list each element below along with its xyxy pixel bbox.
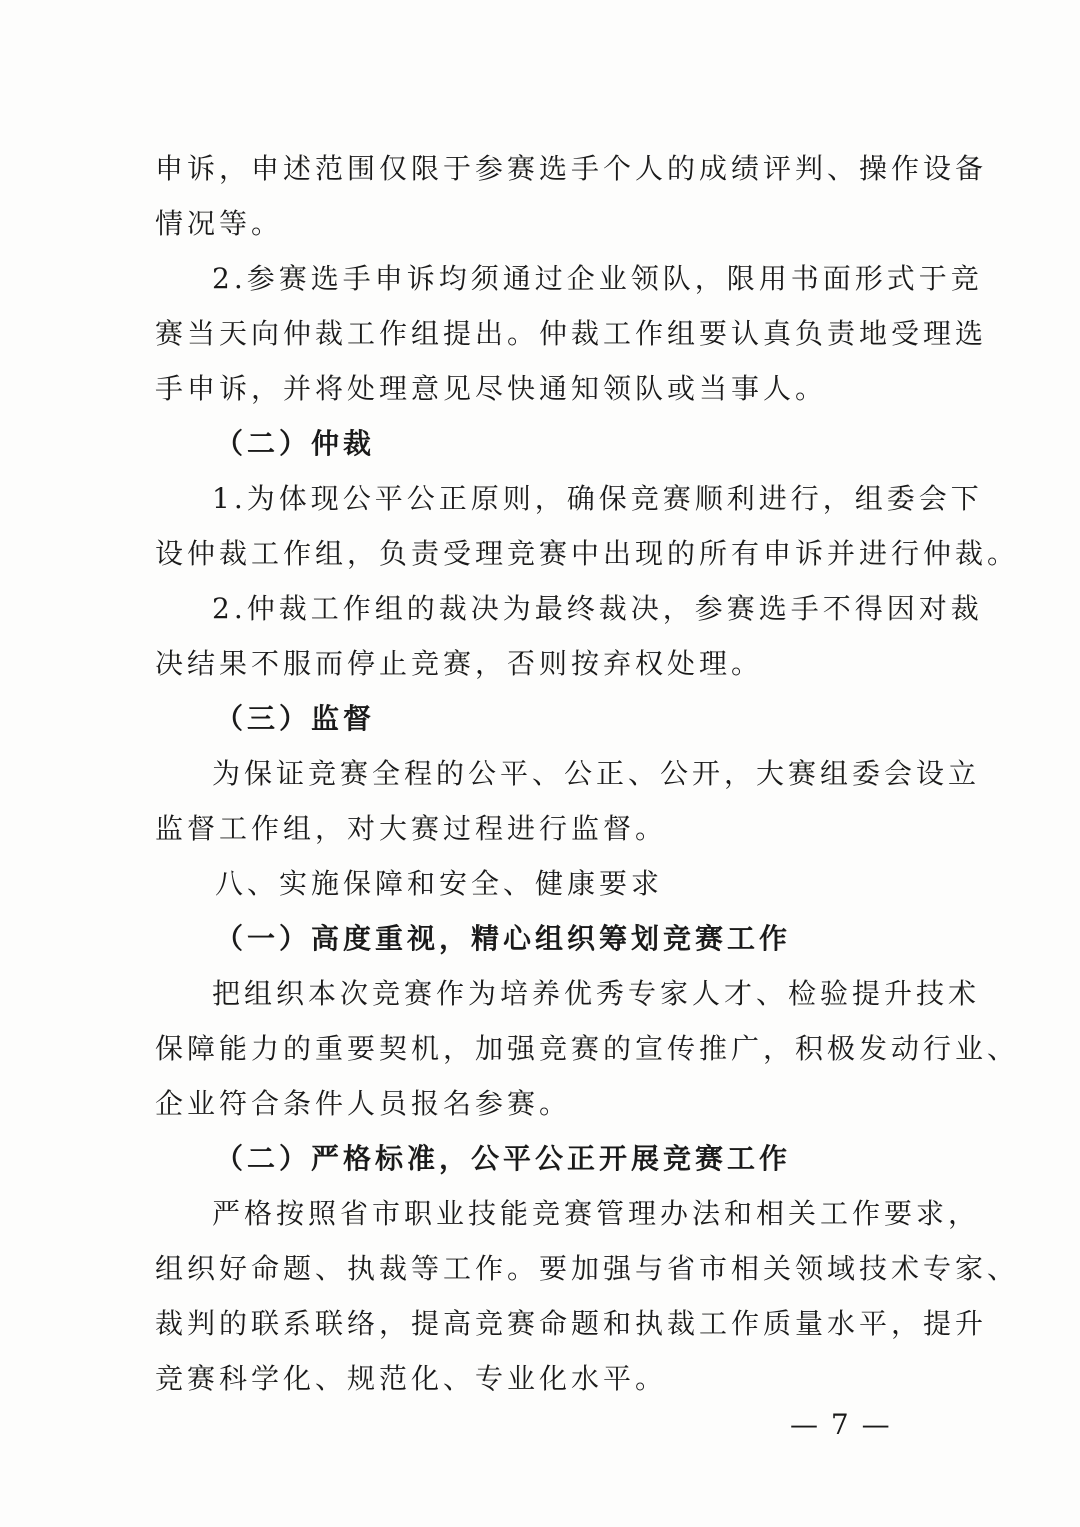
- paragraph-line: 申诉，申述范围仅限于参赛选手个人的成绩评判、操作设备: [155, 152, 988, 185]
- paragraph-line: 手申诉，并将处理意见尽快通知领队或当事人。: [155, 372, 828, 405]
- section-heading-organization: （一）高度重视，精心组织筹划竞赛工作: [215, 922, 792, 955]
- paragraph-line: 严格按照省市职业技能竞赛管理办法和相关工作要求，: [212, 1197, 981, 1230]
- section-heading-arbitration: （二）仲裁: [215, 427, 376, 460]
- paragraph-line: 把组织本次竞赛作为培养优秀专家人才、检验提升技术: [212, 977, 981, 1010]
- paragraph-line: 监督工作组，对大赛过程进行监督。: [155, 812, 668, 845]
- paragraph-line: 1.为体现公平公正原则，确保竞赛顺利进行，组委会下: [212, 482, 983, 515]
- paragraph-line: 为保证竞赛全程的公平、公正、公开，大赛组委会设立: [212, 757, 981, 790]
- paragraph-line: 保障能力的重要契机，加强竞赛的宣传推广，积极发动行业、: [155, 1032, 1020, 1065]
- paragraph-line: 2.仲裁工作组的裁决为最终裁决，参赛选手不得因对裁: [212, 592, 983, 625]
- chapter-heading: 八、实施保障和安全、健康要求: [215, 867, 664, 900]
- paragraph-line: 决结果不服而停止竞赛，否则按弃权处理。: [155, 647, 764, 680]
- paragraph-line: 赛当天向仲裁工作组提出。仲裁工作组要认真负责地受理选: [155, 317, 988, 350]
- page-number: — 7 —: [790, 1408, 892, 1441]
- paragraph-line: 裁判的联系联络，提高竞赛命题和执裁工作质量水平，提升: [155, 1307, 988, 1340]
- paragraph-line: 2.参赛选手申诉均须通过企业领队，限用书面形式于竞: [212, 262, 983, 295]
- section-heading-supervision: （三）监督: [215, 702, 376, 735]
- section-heading-standards: （二）严格标准，公平公正开展竞赛工作: [215, 1142, 792, 1175]
- paragraph-line: 设仲裁工作组，负责受理竞赛中出现的所有申诉并进行仲裁。: [155, 537, 1020, 570]
- paragraph-line: 情况等。: [155, 207, 284, 240]
- paragraph-line: 竞赛科学化、规范化、专业化水平。: [155, 1362, 668, 1395]
- paragraph-line: 组织好命题、执裁等工作。要加强与省市相关领域技术专家、: [155, 1252, 1020, 1285]
- paragraph-line: 企业符合条件人员报名参赛。: [155, 1087, 572, 1120]
